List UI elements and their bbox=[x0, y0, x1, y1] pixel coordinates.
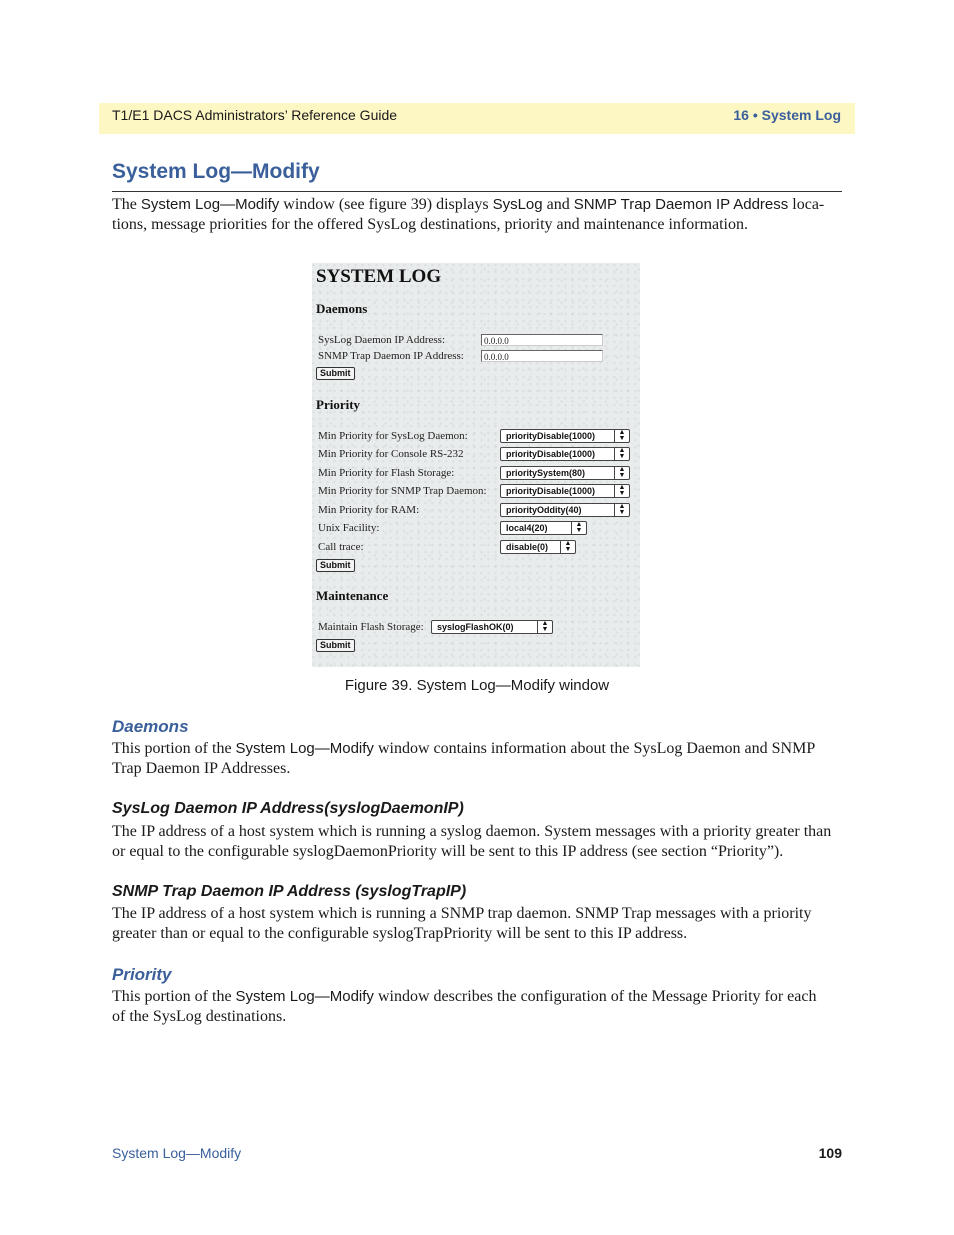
priority-select-ram-value: priorityOddity(40) bbox=[506, 505, 582, 515]
maintain-flash-select-value: syslogFlashOK(0) bbox=[437, 622, 514, 632]
priority-label-snmp: Min Priority for SNMP Trap Daemon: bbox=[318, 485, 487, 497]
chapter-label: 16 • System Log bbox=[733, 107, 841, 123]
priority-heading: Priority bbox=[112, 965, 172, 984]
intro-text-3: and bbox=[542, 196, 574, 213]
page-number: 109 bbox=[818, 1145, 842, 1161]
chevron-updown-icon: ▲ ▼ bbox=[560, 541, 575, 553]
call-trace-label: Call trace: bbox=[318, 541, 364, 553]
intro-ui-syslog: SysLog bbox=[492, 196, 543, 213]
unix-facility-label: Unix Facility: bbox=[318, 522, 380, 534]
priority-paragraph bbox=[112, 987, 842, 1027]
priority-text-2: window describes the configuration of the Message Priority for each bbox=[373, 988, 817, 1005]
priority-select-flash[interactable] bbox=[500, 466, 630, 480]
intro-ui-window: System Log—Modify bbox=[140, 196, 280, 213]
daemons-paragraph bbox=[112, 739, 842, 779]
syslog-ip-input[interactable]: 0.0.0.0 bbox=[481, 334, 603, 346]
syslog-ip-heading: SysLog Daemon IP Address(syslogDaemonIP) bbox=[112, 800, 464, 817]
syslog-ip-label: SysLog Daemon IP Address: bbox=[318, 334, 446, 346]
chevron-updown-icon: ▲ ▼ bbox=[614, 467, 629, 479]
daemons-text-2: window contains information about the SysLog Daemon and SNMP bbox=[373, 740, 816, 757]
figure-caption: Figure 39. System Log—Modify window bbox=[344, 677, 610, 694]
running-header bbox=[99, 103, 855, 134]
priority-select-snmp-value: priorityDisable(1000) bbox=[506, 486, 596, 496]
priority-ui-window: System Log—Modify bbox=[235, 988, 374, 1005]
maintain-flash-label: Maintain Flash Storage: bbox=[318, 621, 424, 633]
figure-title: SYSTEM LOG bbox=[316, 266, 442, 287]
priority-select-syslog[interactable] bbox=[500, 429, 630, 443]
title-divider bbox=[112, 191, 842, 192]
priority-label-console: Min Priority for Console RS-232 bbox=[318, 448, 464, 460]
syslog-ip-paragraph bbox=[112, 822, 842, 862]
intro-text-2: window (see figure 39) displays bbox=[279, 196, 493, 213]
chevron-updown-icon: ▲ ▼ bbox=[614, 504, 629, 516]
guide-title: T1/E1 DACS Administrators’ Reference Guide bbox=[112, 107, 398, 123]
unix-facility-select[interactable] bbox=[500, 521, 587, 535]
daemons-submit-button[interactable]: Submit bbox=[316, 367, 355, 380]
call-trace-select-value: disable(0) bbox=[506, 542, 549, 552]
chevron-updown-icon: ▲ ▼ bbox=[614, 485, 629, 497]
daemons-text-1: This portion of the bbox=[112, 740, 236, 757]
intro-text-4: loca- bbox=[788, 196, 825, 213]
priority-select-syslog-value: priorityDisable(1000) bbox=[506, 431, 596, 441]
priority-select-ram[interactable] bbox=[500, 503, 630, 517]
intro-text-1: The bbox=[112, 196, 141, 213]
priority-select-flash-value: prioritySystem(80) bbox=[506, 468, 586, 478]
snmp-ip-heading: SNMP Trap Daemon IP Address (syslogTrapIP) bbox=[112, 883, 467, 900]
chevron-updown-icon: ▲ ▼ bbox=[537, 621, 552, 633]
priority-select-console[interactable] bbox=[500, 447, 630, 461]
intro-text-line2: tions, message priorities for the offered SysLog destinations, priority and maintenance information. bbox=[112, 216, 748, 233]
maintain-flash-select[interactable] bbox=[431, 620, 553, 634]
footer-section-name: System Log—Modify bbox=[112, 1145, 242, 1161]
priority-label-flash: Min Priority for Flash Storage: bbox=[318, 467, 455, 479]
chevron-updown-icon: ▲ ▼ bbox=[614, 430, 629, 442]
unix-facility-select-value: local4(20) bbox=[506, 523, 548, 533]
page-title: System Log—Modify bbox=[112, 160, 320, 183]
priority-select-snmp[interactable] bbox=[500, 484, 630, 498]
maintenance-submit-button[interactable]: Submit bbox=[316, 639, 355, 652]
snmp-ip-text-1: The IP address of a host system which is running a SNMP trap daemon. SNMP Trap messages with a priority bbox=[112, 905, 812, 922]
figure-maintenance-heading: Maintenance bbox=[316, 588, 389, 603]
figure-priority-heading: Priority bbox=[316, 397, 361, 412]
syslog-ip-text-1: The IP address of a host system which is running a syslog daemon. System messages with a priority greater than bbox=[112, 823, 832, 840]
snmp-ip-text-2: greater than or equal to the configurable syslogTrapPriority will be sent to this IP address. bbox=[112, 925, 688, 942]
intro-paragraph bbox=[112, 195, 842, 235]
chevron-updown-icon: ▲ ▼ bbox=[614, 448, 629, 460]
snmp-ip-input[interactable]: 0.0.0.0 bbox=[481, 350, 603, 362]
system-log-screenshot bbox=[312, 263, 640, 667]
priority-submit-button[interactable]: Submit bbox=[316, 559, 355, 572]
priority-label-syslog: Min Priority for SysLog Daemon: bbox=[318, 430, 468, 442]
figure-daemons-heading: Daemons bbox=[316, 301, 368, 316]
snmp-ip-label: SNMP Trap Daemon IP Address: bbox=[318, 350, 464, 362]
priority-text-line2: of the SysLog destinations. bbox=[112, 1008, 287, 1025]
priority-label-ram: Min Priority for RAM: bbox=[318, 504, 420, 516]
daemons-heading: Daemons bbox=[112, 717, 189, 736]
chevron-updown-icon: ▲ ▼ bbox=[571, 522, 586, 534]
snmp-ip-paragraph bbox=[112, 904, 842, 944]
daemons-text-line2: Trap Daemon IP Addresses. bbox=[112, 760, 291, 777]
intro-ui-snmp: SNMP Trap Daemon IP Address bbox=[573, 196, 789, 213]
syslog-ip-text-2: or equal to the configurable syslogDaemonPriority will be sent to this IP address (see section “Priority”). bbox=[112, 843, 784, 860]
call-trace-select[interactable] bbox=[500, 540, 576, 554]
priority-select-console-value: priorityDisable(1000) bbox=[506, 449, 596, 459]
priority-text-1: This portion of the bbox=[112, 988, 236, 1005]
daemons-ui-window: System Log—Modify bbox=[235, 740, 374, 757]
